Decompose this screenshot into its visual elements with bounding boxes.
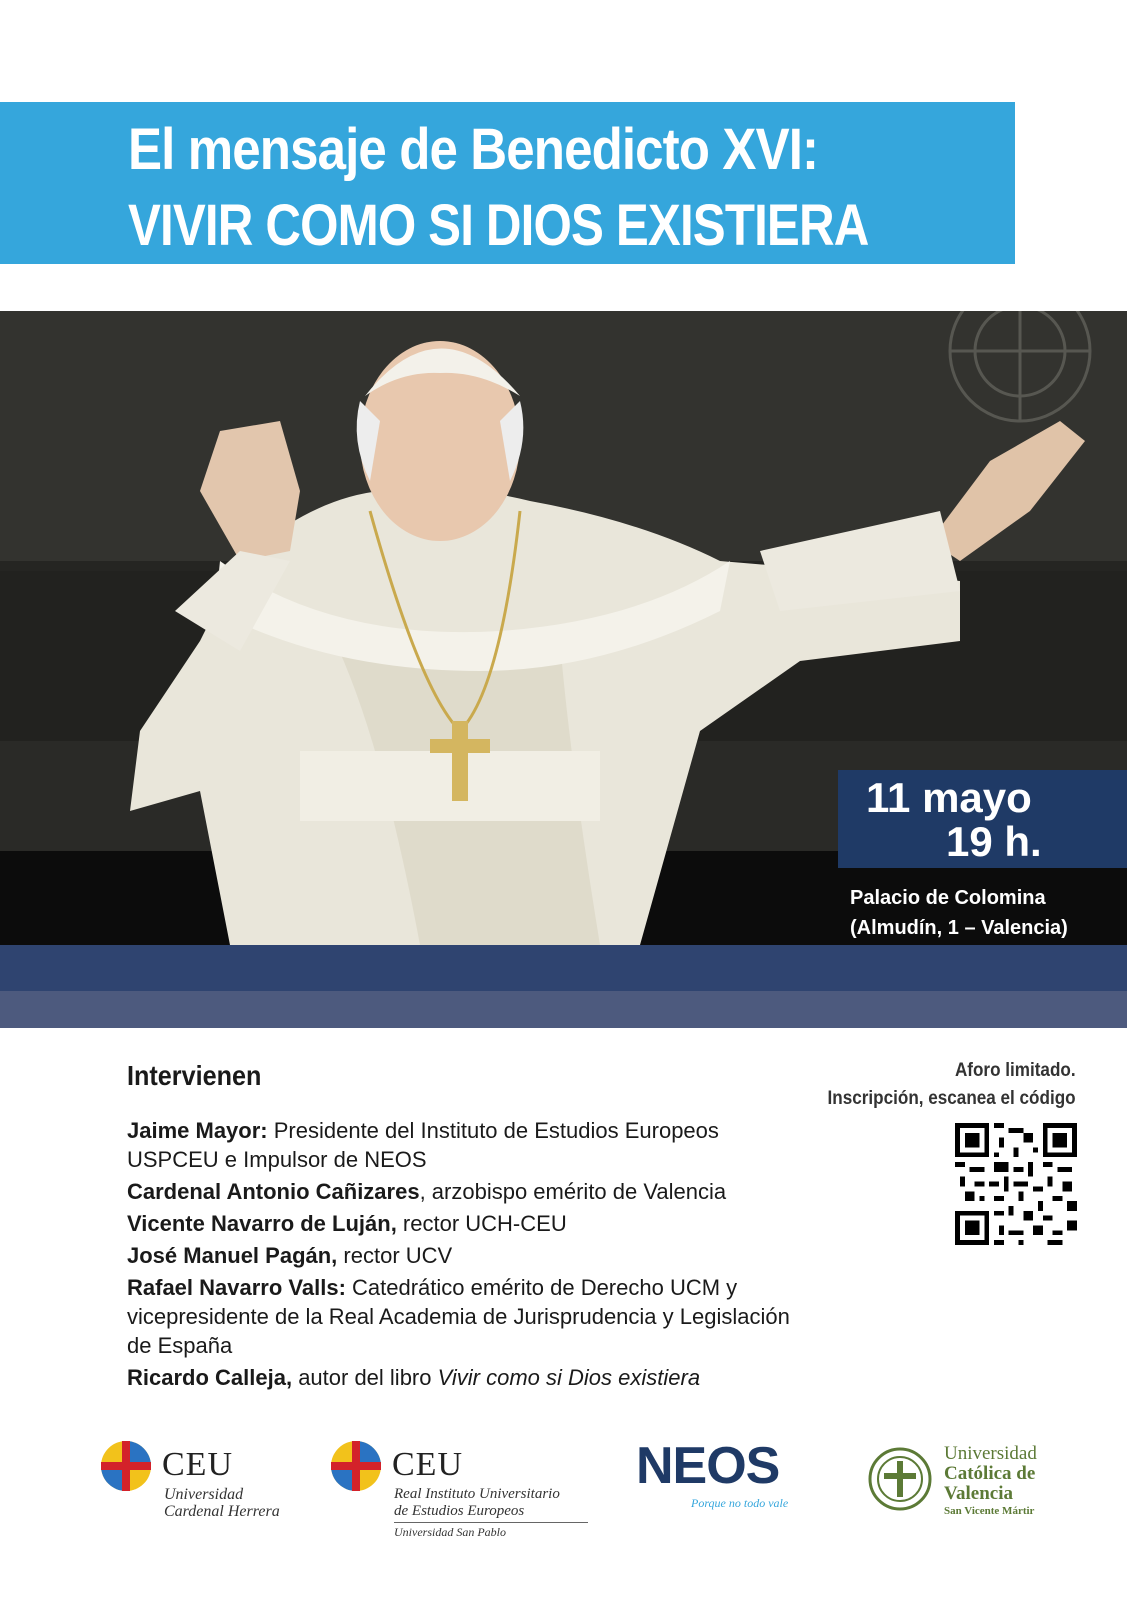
event-time: 19 h.	[946, 818, 1042, 865]
speaker-name: Rafael Navarro Valls:	[127, 1275, 346, 1300]
book-title: Vivir como si Dios existiera	[437, 1365, 701, 1390]
speaker-item	[127, 1241, 807, 1270]
speaker-role: rector UCV	[337, 1243, 453, 1268]
ceu-wordmark: CEU	[162, 1446, 233, 1483]
speaker-name: Jaime Mayor:	[127, 1118, 268, 1143]
speaker-role: rector UCH-CEU	[396, 1211, 567, 1236]
neos-wordmark: NEOS	[636, 1437, 780, 1495]
speaker-name: Ricardo Calleja,	[127, 1365, 293, 1390]
speaker-item	[127, 1363, 807, 1392]
speaker-name: Cardenal Antonio Cañizares	[127, 1179, 420, 1204]
ucv-line-2: Católica de	[944, 1463, 1036, 1484]
speaker-role: Catedrático emérito de Derecho UCM y vicepresidente de la Real Academia de Jurisprudencia y Legislación de España	[127, 1275, 790, 1358]
speaker-name: José Manuel Pagán,	[127, 1243, 338, 1268]
ucv-line-4: San Vicente Mártir	[944, 1505, 1035, 1517]
speaker-name: Vicente Navarro de Luján,	[127, 1211, 397, 1236]
qr-code-icon[interactable]	[955, 1123, 1077, 1245]
speaker-item	[127, 1116, 807, 1174]
decorative-band-dark	[0, 945, 1127, 991]
speaker-role: Presidente del Instituto de Estudios Europeos USPCEU e Impulsor de NEOS	[127, 1118, 719, 1172]
ceu-cross-emblem-icon	[100, 1440, 152, 1492]
decorative-band-light	[0, 991, 1127, 1028]
speakers-heading: Intervienen	[127, 1060, 262, 1091]
ceu-sub-1: Universidad	[164, 1486, 244, 1503]
title-line-2: VIVIR COMO SI DIOS EXISTIERA	[128, 193, 869, 258]
registration-line-2: Inscripción, escanea el código	[827, 1088, 1076, 1109]
ceu-wordmark: CEU	[392, 1446, 463, 1483]
title-line-1: El mensaje de Benedicto XVI:	[128, 117, 819, 182]
ceu-sub-2: Cardenal Herrera	[164, 1503, 280, 1520]
ucv-seal-icon	[868, 1447, 932, 1511]
speaker-item	[127, 1177, 807, 1206]
event-venue: Palacio de Colomina	[850, 887, 1046, 909]
ceu-sub-3: Universidad San Pablo	[394, 1525, 506, 1539]
ceu-sub-2: de Estudios Europeos	[394, 1503, 525, 1519]
event-date: 11 mayo	[866, 774, 1032, 821]
ceu-sub-1: Real Instituto Universitario	[394, 1486, 560, 1502]
speaker-role: autor del libro	[292, 1365, 438, 1390]
event-address: (Almudín, 1 – Valencia)	[850, 917, 1068, 939]
speaker-item	[127, 1209, 807, 1238]
registration-note	[828, 1057, 1076, 1113]
ucv-line-1: Universidad	[944, 1443, 1037, 1464]
speaker-item	[127, 1273, 807, 1360]
ceu-divider	[394, 1522, 588, 1523]
neos-tagline: Porque no todo vale	[691, 1496, 789, 1510]
speakers-list	[127, 1116, 807, 1395]
registration-line-1: Aforo limitado.	[955, 1060, 1076, 1081]
ceu-cross-emblem-icon	[330, 1440, 382, 1492]
ucv-line-3: Valencia	[944, 1483, 1013, 1504]
speaker-role: , arzobispo emérito de Valencia	[419, 1179, 727, 1204]
